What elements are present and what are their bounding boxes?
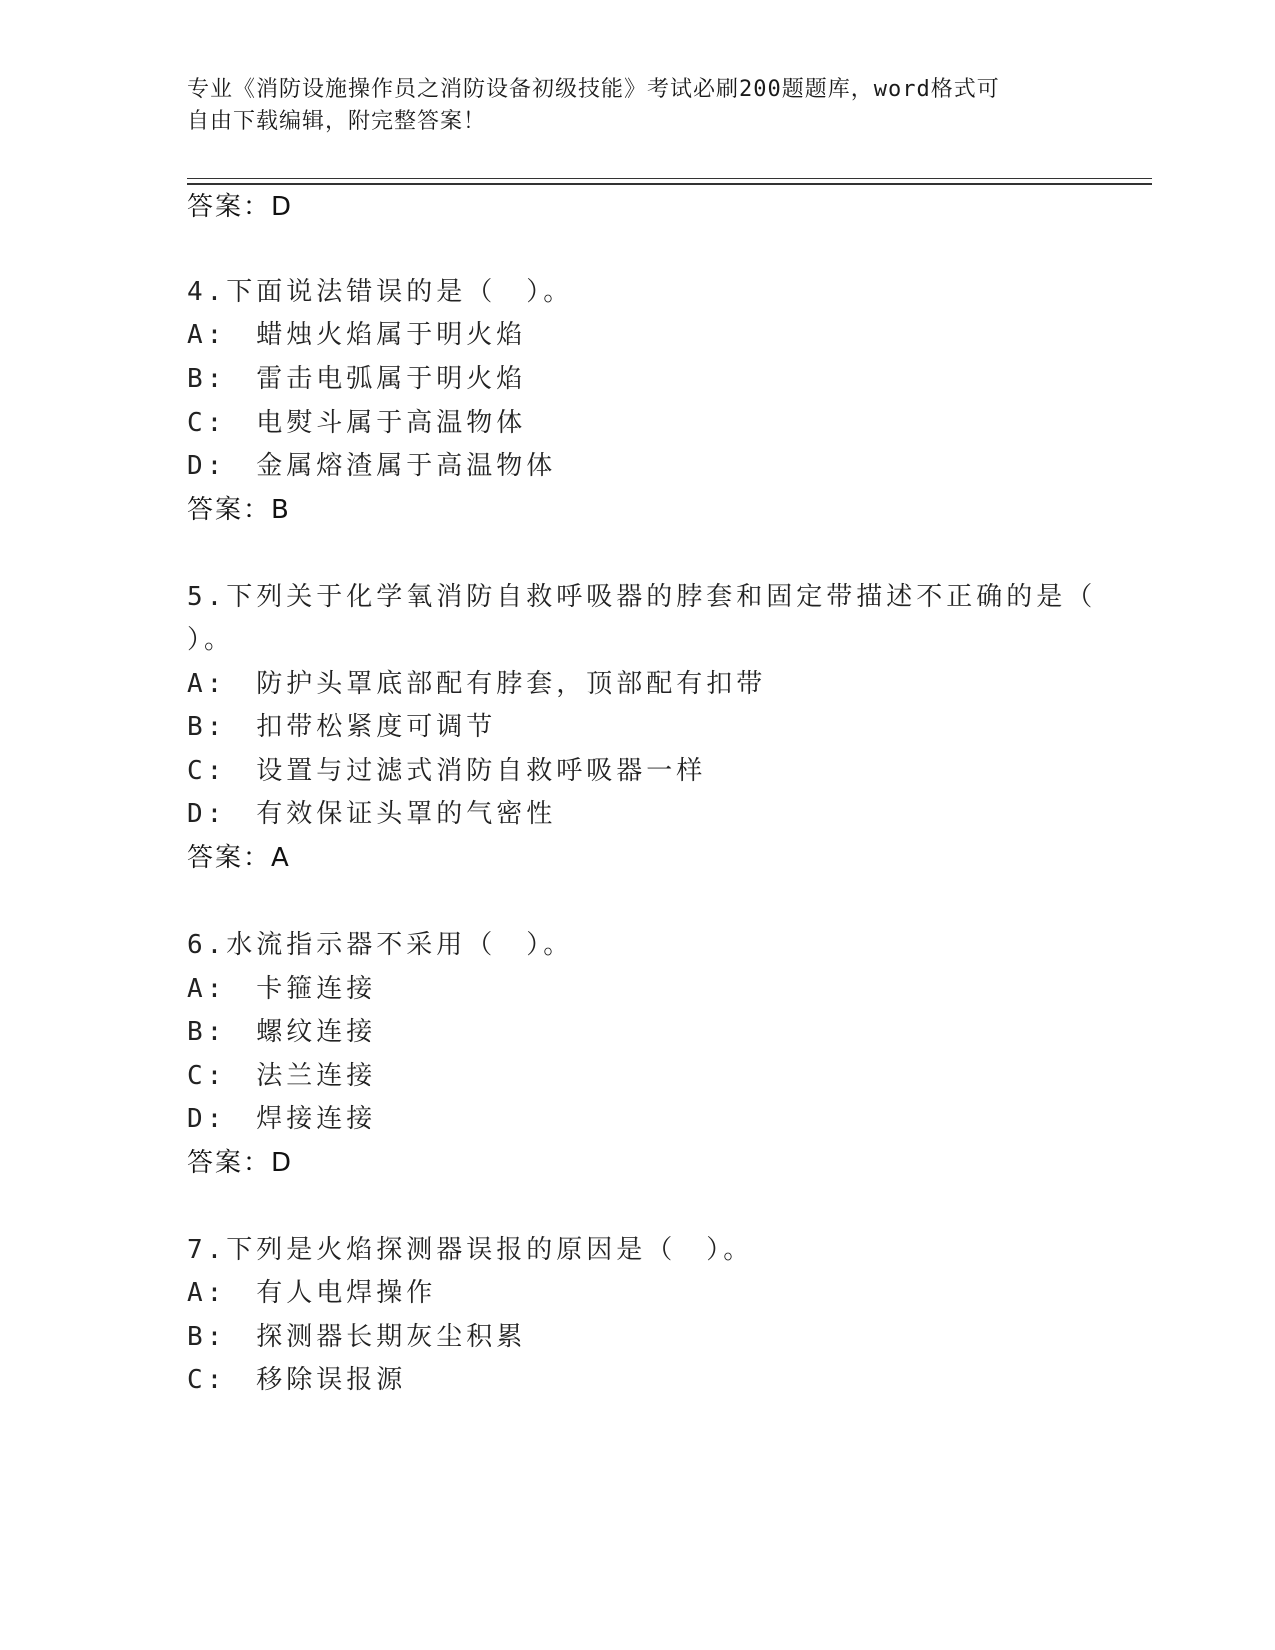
option-c: C: 移除误报源 [187, 1365, 407, 1395]
question-stem: 7.下列是火焰探测器误报的原因是（ ）。 [187, 1235, 754, 1265]
option-d: D: 有效保证头罩的气密性 [187, 799, 557, 829]
question-stem: 6.水流指示器不采用（ ）。 [187, 930, 574, 960]
header-line-1: 专业《消防设施操作员之消防设备初级技能》考试必刷200题题库，word格式可 [187, 77, 1000, 102]
option-c: C: 电熨斗属于高温物体 [187, 408, 527, 438]
answer-line: 答案：A [187, 843, 291, 873]
option-b: B: 雷击电弧属于明火焰 [187, 364, 527, 394]
header-divider-thick [187, 183, 1152, 185]
option-a: A: 防护头罩底部配有脖套，顶部配有扣带 [187, 669, 767, 699]
option-b: B: 螺纹连接 [187, 1017, 377, 1047]
option-a: A: 蜡烛火焰属于明火焰 [187, 320, 527, 350]
answer-line: 答案：D [187, 192, 294, 222]
option-c: C: 法兰连接 [187, 1061, 377, 1091]
question-stem: 4.下面说法错误的是（ ）。 [187, 277, 574, 307]
option-b: B: 扣带松紧度可调节 [187, 712, 497, 742]
option-d: D: 金属熔渣属于高温物体 [187, 451, 557, 481]
option-b: B: 探测器长期灰尘积累 [187, 1322, 527, 1352]
option-a: A: 有人电焊操作 [187, 1278, 437, 1308]
option-d: D: 焊接连接 [187, 1104, 377, 1134]
question-stem: 5.下列关于化学氧消防自救呼吸器的脖套和固定带描述不正确的是（ [187, 582, 1097, 612]
header-line-2: 自由下载编辑，附完整答案！ [187, 109, 487, 134]
answer-line: 答案：B [187, 495, 291, 525]
option-a: A: 卡箍连接 [187, 974, 377, 1004]
option-c: C: 设置与过滤式消防自救呼吸器一样 [187, 756, 707, 786]
answer-line: 答案：D [187, 1148, 294, 1178]
question-stem-continued: ）。 [187, 625, 235, 655]
header-divider [187, 178, 1152, 179]
page-header [187, 74, 1067, 138]
